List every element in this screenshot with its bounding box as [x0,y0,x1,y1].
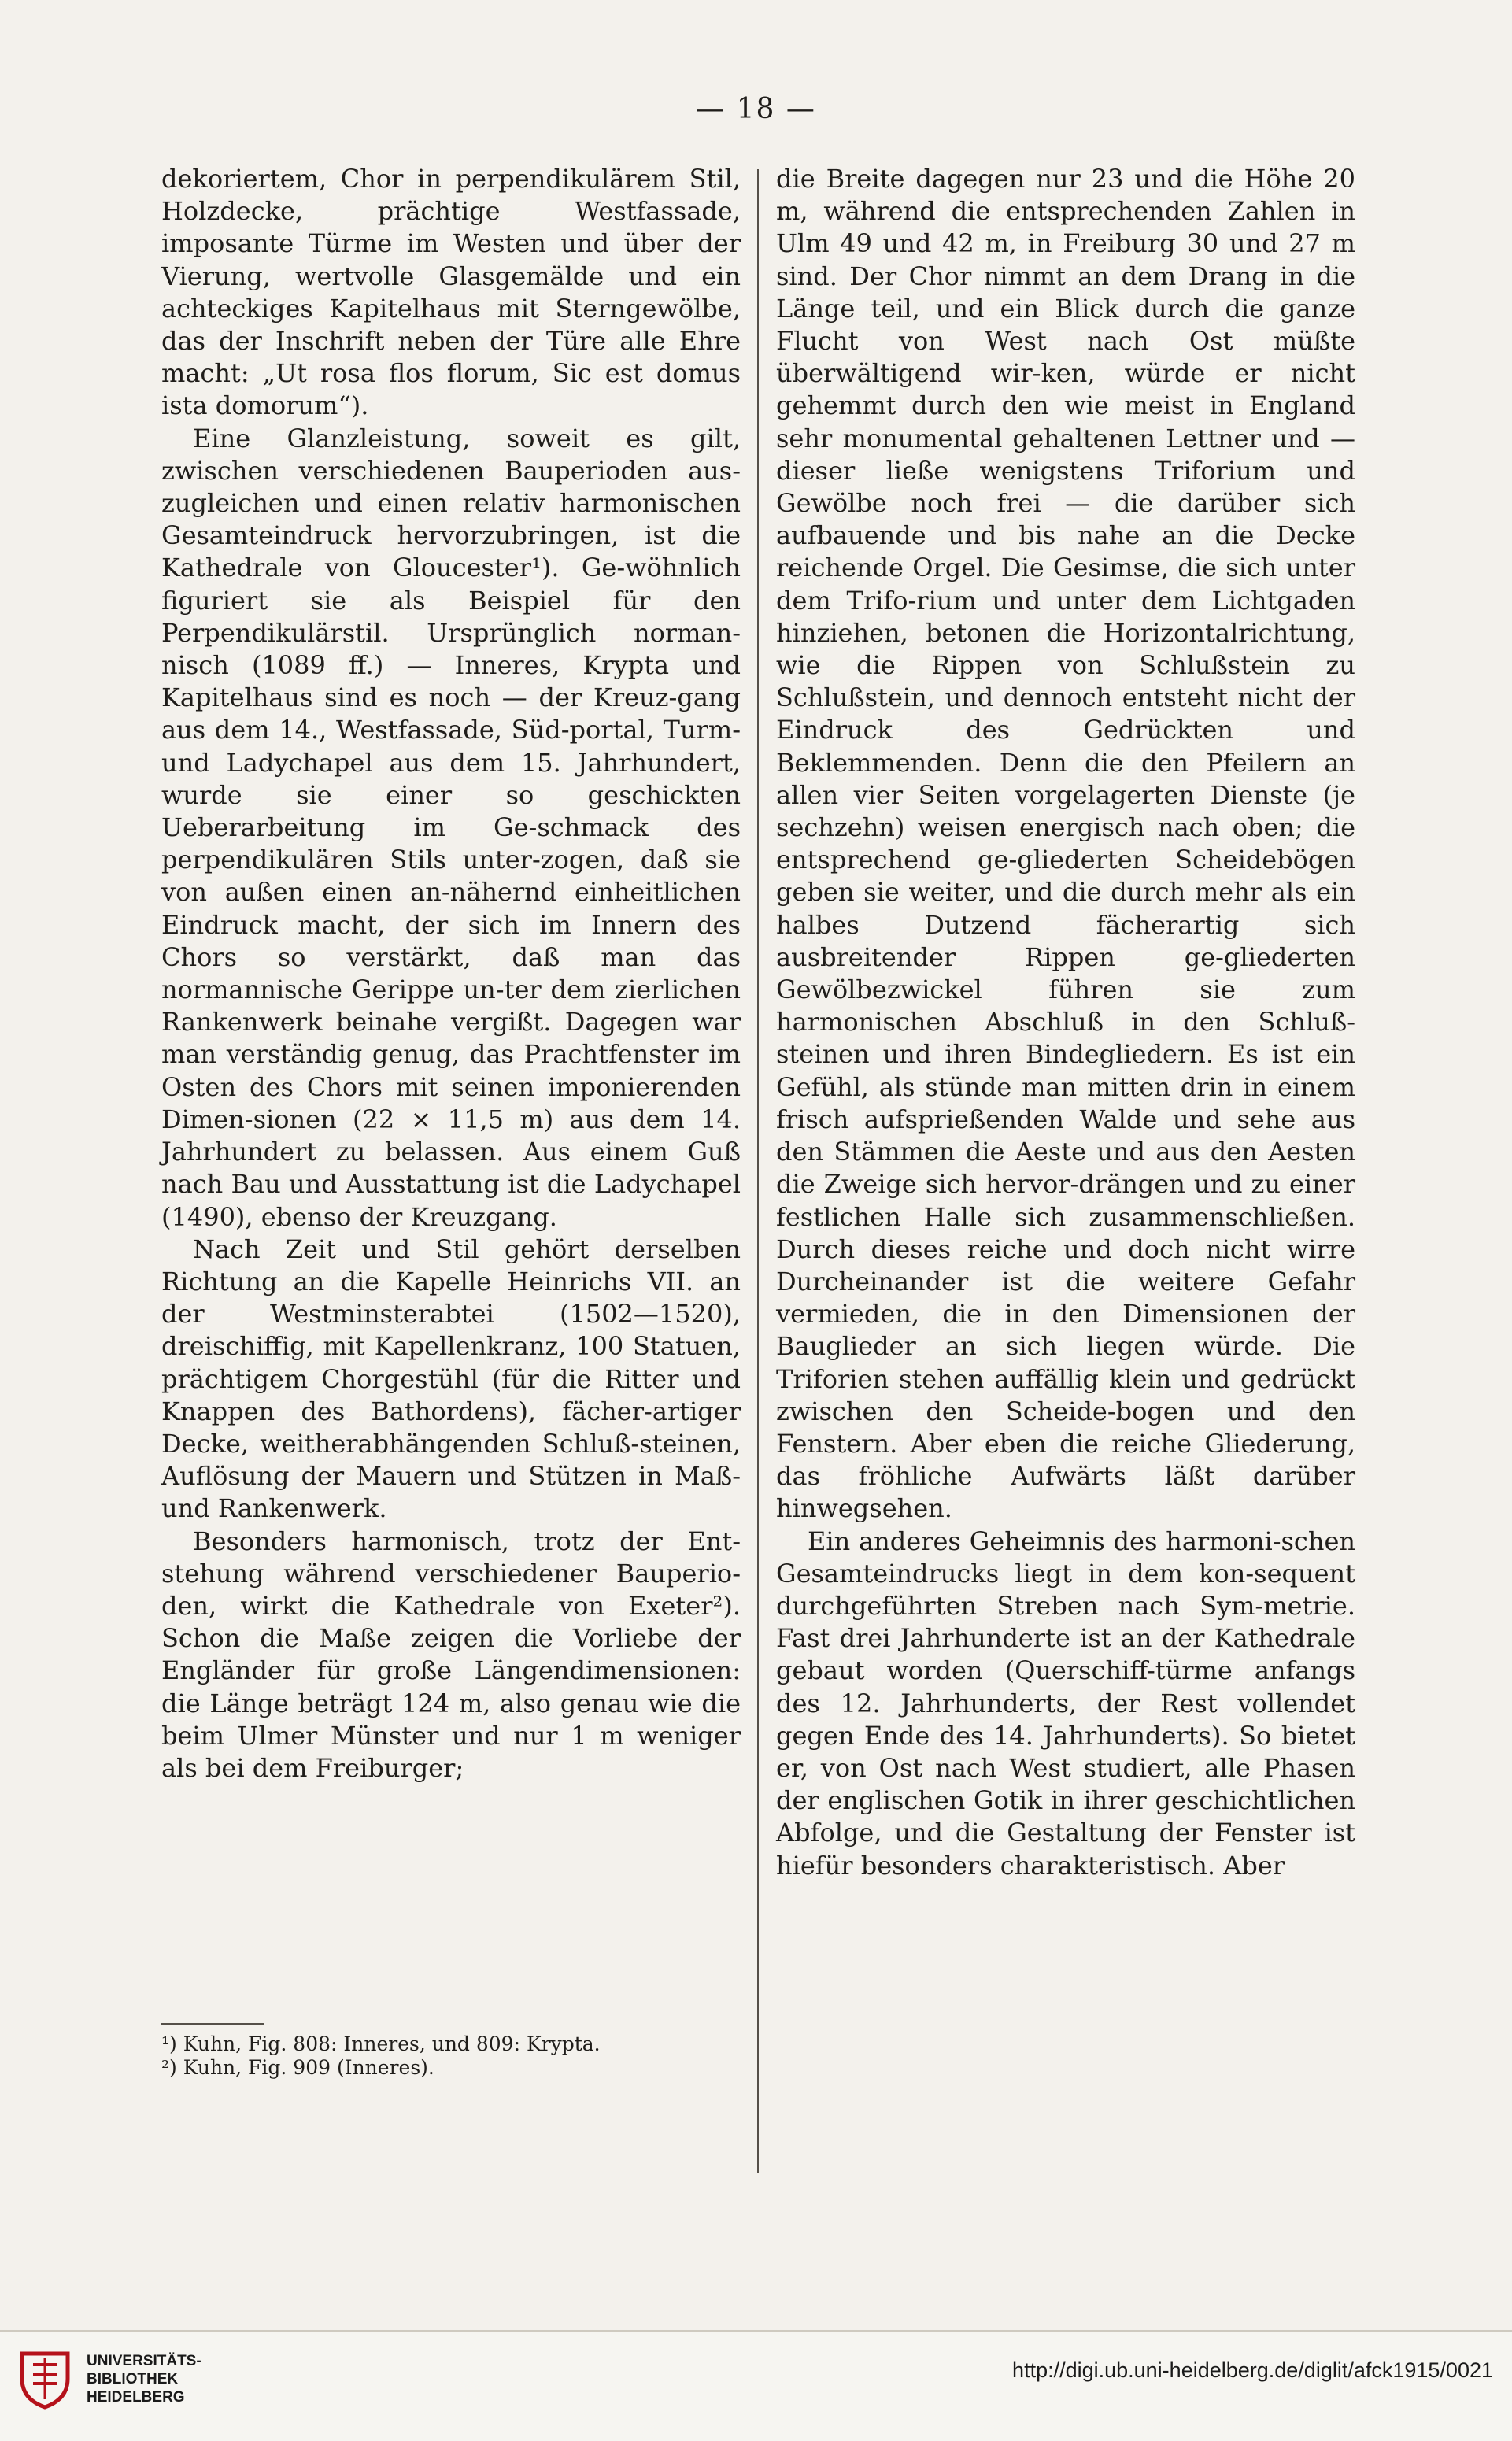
footnote: ¹) Kuhn, Fig. 808: Inneres, und 809: Krypta. [161,2032,601,2055]
paragraph: Besonders harmonisch, trotz der Ent-stehung während verschiedener Bauperio-den, wirkt die Kathedrale von Exeter²). Schon die Maße zeigen die Vorliebe der Engländer für große Längendimensionen: die Länge beträgt 124 m, also genau wie die beim Ulmer Münster und nur 1 m weniger als bei dem Freiburger; [161,1526,741,1783]
paragraph: Ein anderes Geheimnis des harmoni-schen Gesamteindrucks liegt in dem kon-sequent durchgeführten Streben nach Sym-metrie. Fast drei Jahrhunderte ist an der Kathedrale gebaut worden (Querschiff-türme anfangs des 12. Jahrhunderts, der Rest vollendet gegen Ende des 14. Jahrhunderts). So bietet er, von Ost nach West studiert, alle Phasen der englischen Gotik in ihrer geschichtlichen Abfolge, und die Gestaltung der Fenster ist hiefür besonders charakteristisch. Aber [776,1526,1355,1881]
page-number: — 18 — [696,93,816,125]
library-name-line: HEIDELBERG [87,2389,185,2406]
footnote-divider [161,2023,264,2025]
footer-bar [0,2330,1512,2441]
left-text-column [161,163,741,1785]
footnote: ²) Kuhn, Fig. 909 (Inneres). [161,2056,434,2079]
source-url-link[interactable]: http://digi.ub.uni-heidelberg.de/diglit/afck1915/0021 [1012,2358,1493,2382]
library-logo-icon [16,2347,74,2410]
paragraph: dekoriertem, Chor in perpendikulärem Stil, Holzdecke, prächtige Westfassade, imposante Türme im Westen und über der Vierung, wertvolle Glasgemälde und ein achteckiges Kapitelhaus mit Sterngewölbe, das der Inschrift neben der Türe alle Ehre macht: „Ut rosa flos florum, Sic est domus ista domorum“). [161,164,741,421]
column-divider [757,169,759,2173]
library-name-line: UNIVERSITÄTS- [87,2353,201,2369]
paragraph: Eine Glanzleistung, soweit es gilt, zwischen verschiedenen Bauperioden aus-zugleichen und einen relativ harmonischen Gesamteindruck hervorzubringen, ist die Kathedrale von Gloucester¹). Ge-wöhnlich figuriert sie als Beispiel für den Perpendikulärstil. Ursprünglich norman-nisch (1089 ff.) — Inneres, Krypta und Kapitelhaus sind es noch — der Kreuz-gang aus dem 14., Westfassade, Süd-portal, Turm- und Ladychapel aus dem 15. Jahrhundert, wurde sie einer so geschickten Ueberarbeitung im Ge-schmack des perpendikulären Stils unter-zogen, daß sie von außen einen an-nähernd einheitlichen Eindruck macht, der sich im Innern des Chors so verstärkt, daß man das normannische Gerippe un-ter dem zierlichen Rankenwerk beinahe vergißt. Dagegen war man verständig genug, das Prachtfenster im Osten des Chors mit seinen imponierenden Dimen-sionen (22 × 11,5 m) aus dem 14. Jahrhundert zu belassen. Aus einem Guß nach Bau und Ausstattung ist die Ladychapel (1490), ebenso der Kreuzgang. [161,423,741,1232]
library-name-line: BIBLIOTHEK [87,2371,179,2387]
paragraph: die Breite dagegen nur 23 und die Höhe 20 m, während die entsprechenden Zahlen in Ulm 49 und 42 m, in Freiburg 30 und 27 m sind. Der Chor nimmt an dem Drang in die Länge teil, und ein Blick durch die ganze Flucht von West nach Ost müßte überwältigend wir-ken, würde er nicht gehemmt durch den wie meist in England sehr monumental gehaltenen Lettner und — dieser ließe wenigstens Triforium und Gewölbe noch frei — die darüber sich aufbauende und bis nahe an die Decke reichende Orgel. Die Gesimse, die sich unter dem Trifo-rium und unter dem Lichtgaden hinziehen, betonen die Horizontalrichtung, wie die Rippen von Schlußstein zu Schlußstein, und dennoch entsteht nicht der Eindruck des Gedrückten und Beklemmenden. Denn die den Pfeilern an allen vier Seiten vorgelagerten Dienste (je sechzehn) weisen energisch nach oben; die entsprechend ge-gliederten Scheidebögen geben sie weiter, und die durch mehr als ein halbes Dutzend fächerartig sich ausbreitender Rippen ge-gliederten Gewölbezwickel führen sie zum harmonischen Abschluß in den Schluß-steinen und ihren Bindegliedern. Es ist ein Gefühl, als stünde man mitten drin in einem frisch aufsprießenden Walde und sehe aus den Stämmen die Aeste und aus den Aesten die Zweige sich hervor-drängen und zu einer festlichen Halle sich zusammenschließen. Durch dieses reiche und doch nicht wirre Durcheinander ist die weitere Gefahr vermieden, die in den Dimensionen der Bauglieder an sich liegen würde. Die Triforien stehen auffällig klein und gedrückt zwischen den Scheide-bogen und den Fenstern. Aber eben die reiche Gliederung, das fröhliche Aufwärts läßt darüber hinwegsehen. [776,164,1355,1524]
paragraph: Nach Zeit und Stil gehört derselben Richtung an die Kapelle Heinrichs VII. an der Westminsterabtei (1502—1520), dreischiffig, mit Kapellenkranz, 100 Statuen, prächtigem Chorgestühl (für die Ritter und Knappen des Bathordens), fächer-artiger Decke, weitherabhängenden Schluß-steinen, Auflösung der Mauern und Stützen in Maß- und Rankenwerk. [161,1233,741,1524]
right-text-column [776,163,1355,1882]
footnotes [161,2032,741,2080]
library-name [87,2352,201,2406]
